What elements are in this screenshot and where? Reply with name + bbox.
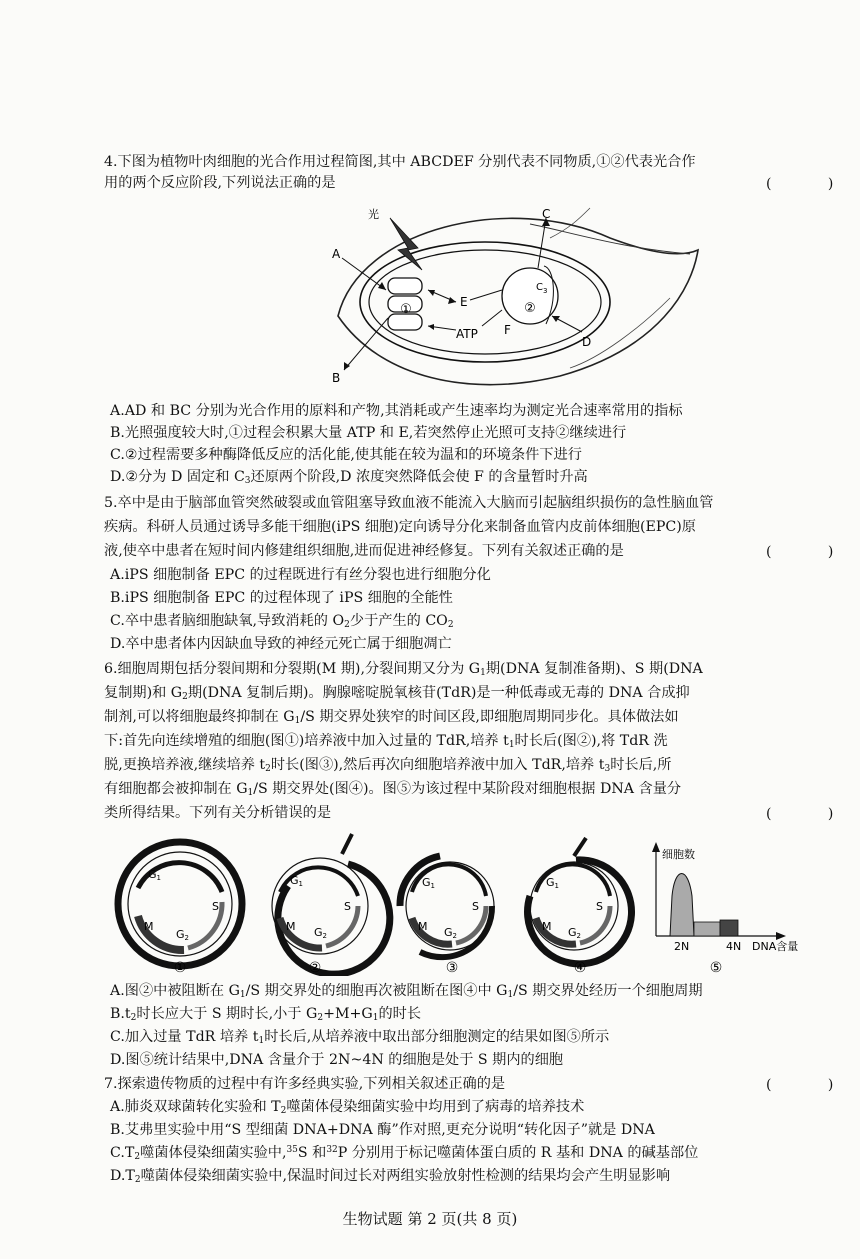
- cell-cycle-diagram-2: [272, 834, 390, 974]
- light-label: 光: [368, 208, 379, 221]
- q6-option-b: $B.t_2$时长应大于 S 期时长,小于 $G_2+M+G_1$的时长: [110, 1006, 422, 1023]
- leaf-midrib: [530, 224, 690, 254]
- q6-stem-line6: 有细胞都会被抑制在 $G_1/S$ 期交界处(图④)。图⑤为该过程中某阶段对细胞根据 DNA 含量分: [104, 781, 682, 798]
- q6-option-c: C.加入过量 TdR 培养 $t_1$时长后,从培养液中取出部分细胞测定的结果如图⑤所示: [110, 1029, 610, 1046]
- q7-stem-line1: 7.探索遗传物质的过程中有许多经典实验,下列相关叙述正确的是: [104, 1076, 506, 1092]
- label-C: C: [542, 207, 551, 221]
- page-footer: 生物试题 第 2 页(共 8 页): [342, 1210, 518, 1228]
- q6-stem-line3: 制剂,可以将细胞最终抑制在 $G_1/S$ 期交界处狭窄的时间区段,即细胞周期同步化。具体做法如: [104, 709, 679, 726]
- q5-stem-line1: 5.卒中是由于脑部血管突然破裂或血管阻塞导致血液不能流入大脑而引起脑组织损伤的急性脑血管: [104, 495, 714, 511]
- histogram-x-label: DNA含量: [752, 940, 799, 953]
- stage-2-label: ②: [524, 301, 536, 316]
- q4-option-a: A.AD 和 BC 分别为光合作用的原料和产物,其消耗或产生速率均为测定光合速率常用的指标: [110, 403, 683, 419]
- fig2-s: S: [344, 900, 351, 913]
- fig2-m: M: [286, 920, 296, 933]
- fig-num-3: ③: [445, 960, 459, 976]
- q7-option-d: $D.T_2$噬菌体侵染细菌实验中,保温时间过长对两组实验放射性检测的结果均会产生明显影响: [110, 1168, 671, 1185]
- q6-stem-line4: 下:首先向连续增殖的细胞(图①)培养液中加入过量的 TdR,培养 $t_1$时长后(图②),将 TdR 洗: [104, 733, 668, 750]
- fig3-m: M: [418, 920, 428, 933]
- fig-num-1: ①: [173, 960, 187, 976]
- q5-option-b: B.iPS 细胞制备 EPC 的过程体现了 iPS 细胞的全能性: [110, 590, 453, 606]
- fig4-m: M: [542, 920, 552, 933]
- q5-option-c: C.卒中患者脑细胞缺氧,导致消耗的 $O_2$少于产生的 $CO_2$: [110, 613, 454, 630]
- dna-content-histogram: [652, 842, 798, 953]
- fig4-s: S: [596, 900, 603, 913]
- q4-option-c: C.②过程需要多种酶降低反应的活化能,使其能在较为温和的环境条件下进行: [110, 447, 582, 463]
- q4-option-b: B.光照强度较大时,①过程会积累大量 ATP 和 E,若突然停止光照可支持②继续进行: [110, 425, 627, 441]
- q4-option-d: D.②分为 D 固定和 $C_3$还原两个阶段,D 浓度突然降低会使 F 的含量暂时升高: [110, 469, 588, 486]
- stage-1-label: ①: [400, 302, 412, 317]
- q6-stem-line7: 类所得结果。下列有关分析错误的是: [104, 805, 332, 821]
- q5-option-d: D.卒中患者体内因缺血导致的神经元死亡属于细胞凋亡: [110, 636, 452, 652]
- histogram-2n-peak: [670, 874, 694, 937]
- q6-option-a: A.图②中被阻断在 $G_1/S$ 期交界处的细胞再次被阻断在图④中 $G_1/S$ 期交界处经历一个细胞周期: [110, 983, 703, 1000]
- fig3-g2: G2: [444, 926, 457, 940]
- fig-num-2: ②: [308, 960, 322, 976]
- fig-num-5: ⑤: [709, 960, 723, 976]
- histogram-y-label: 细胞数: [662, 848, 695, 861]
- q4-stem-line2: 用的两个反应阶段,下列说法正确的是: [104, 175, 336, 191]
- fig1-m: M: [144, 920, 154, 933]
- fig4-g2: G2: [568, 926, 581, 940]
- fig1-s: S: [212, 900, 219, 913]
- q7-option-c: $C.T_2$噬菌体侵染细菌实验中,$^{35}$S 和$^{32}$P 分别用于标记噬菌体蛋白质的 R 基和 DNA 的碱基部位: [110, 1145, 699, 1162]
- fig1-g2: G2: [176, 928, 189, 942]
- fig1-g1: G1: [148, 868, 161, 882]
- fig-num-4: ④: [573, 960, 587, 976]
- fig3-g1: G1: [422, 876, 435, 890]
- q4-stem-line1: 4.下图为植物叶肉细胞的光合作用过程简图,其中 ABCDEF 分别代表不同物质,①②代表光合作: [104, 154, 696, 170]
- q5-stem-line3: 液,使卒中患者在短时间内修建组织细胞,进而促进神经修复。下列有关叙述正确的是: [104, 543, 624, 559]
- q5-option-a: A.iPS 细胞制备 EPC 的过程既进行有丝分裂也进行细胞分化: [110, 567, 491, 583]
- q7-option-b: B.艾弗里实验中用“S 型细菌 DNA+DNA 酶”作对照,更充分说明“转化因子”就是 DNA: [110, 1122, 655, 1138]
- fig2-g1: G1: [290, 874, 303, 888]
- q6-answer-paren: ( ): [766, 806, 860, 822]
- label-B: B: [332, 371, 341, 385]
- label-D: D: [582, 335, 592, 349]
- cell-cycle-diagram-3: [400, 856, 494, 957]
- cell-cycle-diagram-4: [528, 838, 632, 964]
- histogram-x-4n: 4N: [726, 940, 742, 953]
- label-F: F: [504, 323, 511, 337]
- q7-option-a: A.肺炎双球菌转化实验和 $T_2$噬菌体侵染细菌实验中均用到了病毒的培养技术: [110, 1099, 585, 1116]
- histogram-4n-block: [720, 920, 738, 936]
- q6-stem-line5: 脱,更换培养液,继续培养 $t_2$时长(图③),然后再次向细胞培养液中加入 TdR,培养 $t_3$时长后,所: [104, 757, 672, 774]
- q6-stem-line1: 6.细胞周期包括分裂间期和分裂期(M 期),分裂间期又分为 $G_1$期(DNA 复制准备期)、S 期(DNA: [104, 661, 703, 678]
- label-C3: $C_3$: [536, 282, 548, 295]
- photosynthesis-diagram: [320, 198, 700, 388]
- fig2-g2: G2: [314, 926, 327, 940]
- q5-stem-line2: 疾病。科研人员通过诱导多能干细胞(iPS 细胞)定向诱导分化来制备血管内皮前体细胞(EPC)原: [104, 519, 696, 535]
- label-A: A: [332, 247, 341, 261]
- fig3-s: S: [472, 900, 479, 913]
- q5-answer-paren: ( ): [766, 544, 860, 560]
- cell-cycle-diagram-1: [118, 842, 242, 966]
- light-bolt-icon: [390, 218, 422, 270]
- q6-option-d: D.图⑤统计结果中,DNA 含量介于 2N~4N 的细胞是处于 S 期内的细胞: [110, 1052, 564, 1068]
- histogram-s-phase: [694, 922, 720, 936]
- label-E: E: [460, 295, 468, 309]
- q6-stem-line2: 复制期)和 $G_2$期(DNA 复制后期)。胸腺嘧啶脱氧核苷(TdR)是一种低毒或无毒的 DNA 合成抑: [104, 685, 690, 702]
- q7-answer-paren: ( ): [766, 1077, 860, 1093]
- cell-cycle-figures: [100, 826, 820, 976]
- histogram-x-2n: 2N: [674, 940, 690, 953]
- label-ATP: ATP: [456, 327, 478, 341]
- q4-answer-paren: ( ): [766, 176, 860, 192]
- fig4-g1: G1: [546, 876, 559, 890]
